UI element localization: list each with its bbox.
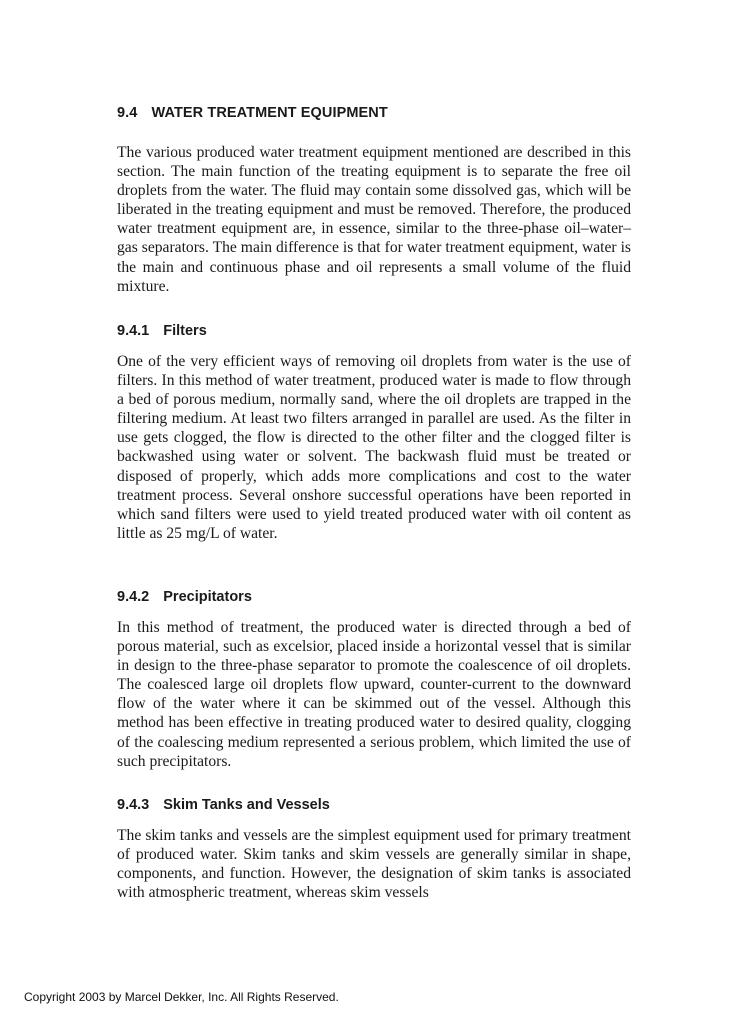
section-number: 9.4 [117,105,138,121]
subsection-title: Skim Tanks and Vessels [163,797,330,813]
subsection-number: 9.4.3 [117,797,150,813]
filters-paragraph: One of the very efficient ways of removing oil droplets from water is the use of filters. In this method of water treatment, produced water is made to flow through a bed of porous medium, normally sand, where the oil droplets are trapped in the filtering medium. At least two filters arranged in parallel are used. As the filter in use gets clogged, the flow is directed to the other filter and the clogged filter is backwashed using water or solvent. The backwash fluid must be treated or disposed of properly, which adds more complications and cost to the water treatment process. Several onshore successful operations have been reported in which sand filters were used to yield treated produced water with oil content as little as 25 mg/L of water. [117,353,631,542]
subsection-number: 9.4.1 [117,323,150,339]
section-heading [117,105,388,121]
subsection-heading-precipitators [117,589,252,605]
subsection-heading-filters [117,323,207,339]
copyright-footer: Copyright 2003 by Marcel Dekker, Inc. All Rights Reserved. [24,990,339,1004]
section-title: WATER TREATMENT EQUIPMENT [151,105,388,121]
subsection-heading-skim-tanks [117,797,330,813]
section-intro-paragraph: The various produced water treatment equipment mentioned are described in this section. The main function of the treating equipment is to separate the free oil droplets from the water. The fluid may contain some dissolved gas, which will be liberated in the treating equipment and must be removed. Therefore, the produced water treatment equipment are, in essence, similar to the three-phase oil–water–gas separators. The main difference is that for water treatment equipment, water is the main and continuous phase and oil represents a small volume of the fluid mixture. [117,144,631,295]
subsection-title: Precipitators [163,589,252,605]
subsection-number: 9.4.2 [117,589,150,605]
skim-tanks-paragraph: The skim tanks and vessels are the simplest equipment used for primary treatment of produced water. Skim tanks and skim vessels are generally similar in shape, components, and function. However, the designation of skim tanks is associated with atmospheric treatment, whereas skim vessels [117,827,631,902]
subsection-title: Filters [163,323,207,339]
precipitators-paragraph: In this method of treatment, the produced water is directed through a bed of porous material, such as excelsior, placed inside a horizontal vessel that is similar in design to the three-phase separator to promote the coalescence of oil droplets. The coalesced large oil droplets flow upward, counter-current to the downward flow of the water where it can be skimmed out of the vessel. Although this method has been effective in treating produced water to desired quality, clogging of the coalescing medium represented a serious problem, which limited the use of such precipitators. [117,619,631,770]
